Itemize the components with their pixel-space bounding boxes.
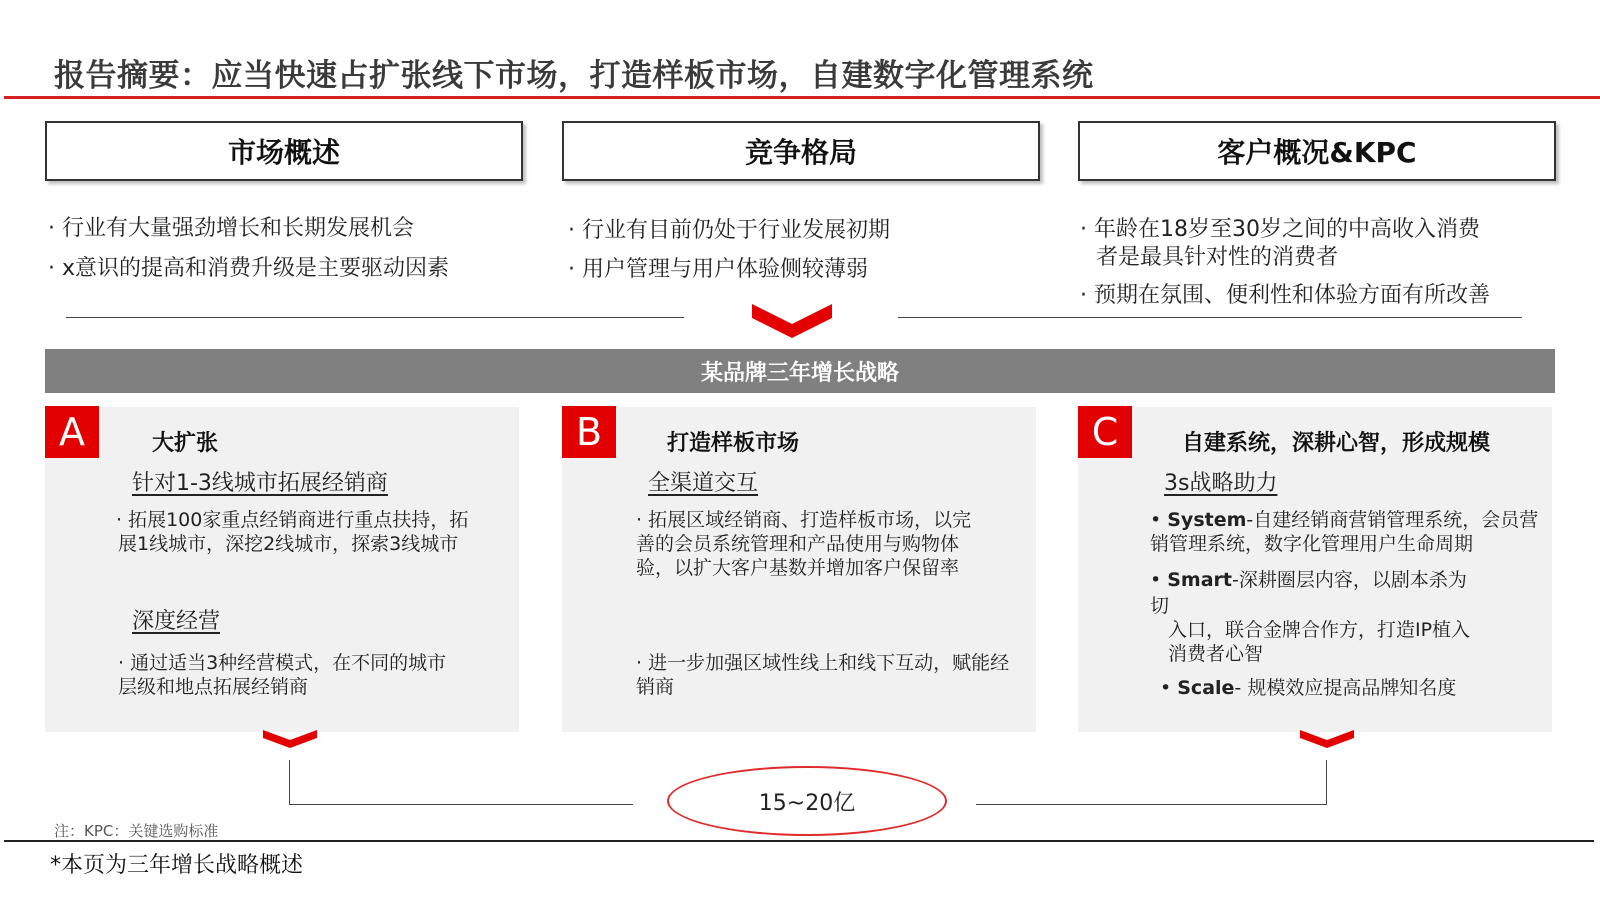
item-text: - 规模效应提高品牌知名度	[1234, 677, 1457, 699]
bullet-dot: •	[1160, 677, 1178, 699]
customer-bullet-line: · 年龄在18岁至30岁之间的中高收入消费	[1080, 217, 1480, 242]
card-subtitle: 深度经营	[132, 609, 221, 634]
connector-line	[976, 804, 1327, 805]
title-divider	[4, 96, 1600, 99]
footer-divider	[4, 840, 1594, 842]
card-title: 打造样板市场	[667, 431, 800, 456]
card-letter-a: A	[45, 406, 99, 458]
connector-line	[289, 760, 290, 804]
card-text: · 拓展100家重点经销商进行重点扶持，拓展1线城市，深挖2线城市，探索3线城市	[116, 509, 469, 555]
header-competition: 竞争格局	[562, 121, 1040, 181]
strategy-banner: 某品牌三年增长战略	[45, 349, 1555, 393]
card-letter-c: C	[1078, 406, 1132, 458]
card-list-item	[1160, 676, 1456, 700]
page-title: 报告摘要：应当快速占扩张线下市场，打造样板市场，自建数字化管理系统	[54, 58, 1094, 94]
card-title: 大扩张	[152, 431, 219, 456]
target-value: 15~20亿	[667, 766, 947, 836]
footer-text: *本页为三年增长战略概述	[50, 853, 304, 878]
competition-bullet: · 行业有目前仍处于行业发展初期	[568, 218, 890, 243]
card-letter-b: B	[562, 406, 616, 458]
item-key: Smart	[1167, 569, 1233, 591]
item-text: -自建经销商营销管理系统，会员营销管理系统，数字化管理用户生命周期	[1150, 509, 1539, 555]
card-title: 自建系统，深耕心智，形成规模	[1182, 431, 1491, 456]
competition-bullet: · 用户管理与用户体验侧较薄弱	[568, 257, 868, 282]
connector-line	[289, 804, 633, 805]
divider-line	[66, 317, 684, 318]
chevron-down-icon	[752, 304, 832, 344]
item-key: System	[1167, 509, 1247, 531]
header-market-overview: 市场概述	[45, 121, 523, 181]
card-subtitle: 3s战略助力	[1164, 471, 1278, 496]
connector-line	[1326, 760, 1327, 804]
customer-bullet: · 预期在氛围、便利性和体验方面有所改善	[1080, 283, 1490, 308]
item-text: 入口，联合金牌合作方，打造IP植入	[1168, 619, 1471, 641]
item-text: 切	[1150, 595, 1170, 617]
card-list-item	[1150, 568, 1545, 592]
card-list-item	[1150, 508, 1545, 556]
chevron-down-icon	[1300, 730, 1354, 750]
bullet-dot: •	[1150, 509, 1168, 531]
card-text: · 拓展区域经销商、打造样板市场，以完善的会员系统管理和产品使用与购物体验，以扩大客户基数并增加客户保留率	[636, 509, 972, 579]
divider-line	[898, 317, 1522, 318]
card-subtitle: 针对1-3线城市拓展经销商	[132, 471, 388, 496]
item-text: 消费者心智	[1168, 643, 1264, 665]
customer-bullet-line: 者是最具针对性的消费者	[1096, 245, 1339, 270]
card-text: · 通过适当3种经营模式，在不同的城市层级和地点拓展经销商	[118, 652, 447, 698]
market-bullet: · 行业有大量强劲增长和长期发展机会	[48, 216, 414, 241]
item-text: -深耕圈层内容，以剧本杀为	[1232, 569, 1467, 591]
card-text: · 进一步加强区域性线上和线下互动，赋能经销商	[636, 652, 1010, 698]
bullet-dot: •	[1150, 569, 1168, 591]
card-subtitle: 全渠道交互	[648, 471, 759, 496]
footnote: 注：KPC：关键选购标准	[54, 822, 219, 840]
header-customer-kpc: 客户概况&KPC	[1078, 121, 1556, 181]
chevron-down-icon	[263, 730, 317, 750]
item-key: Scale	[1177, 677, 1235, 699]
market-bullet: · x意识的提高和消费升级是主要驱动因素	[48, 256, 450, 281]
